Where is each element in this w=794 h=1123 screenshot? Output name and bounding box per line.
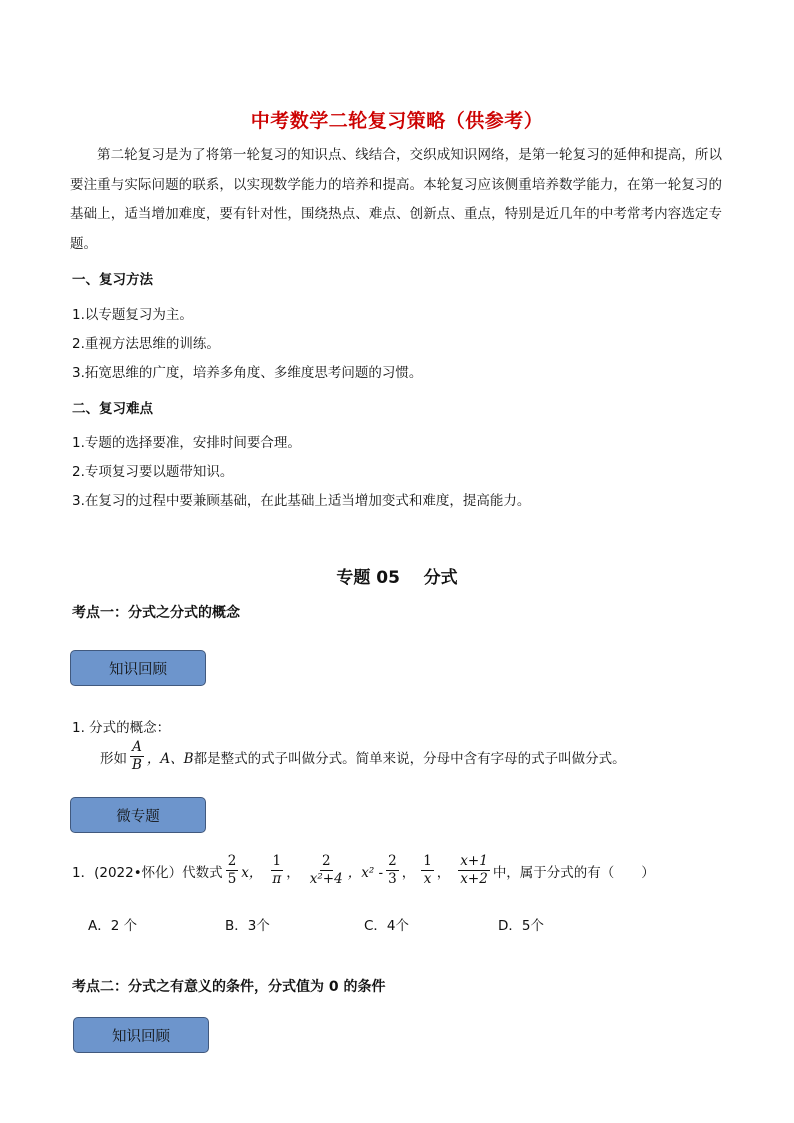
micro-topic-button[interactable] bbox=[70, 797, 206, 833]
knowledge-review-label: 知识回顾 bbox=[112, 1028, 170, 1045]
fraction-numerator: A bbox=[132, 739, 142, 755]
question-1-suffix: 中，属于分式的有（ ） bbox=[492, 864, 655, 881]
fraction-denominator: x bbox=[423, 871, 432, 887]
fraction-numerator: 2 bbox=[321, 853, 331, 869]
expr-tail: ，x² - bbox=[347, 864, 384, 881]
fraction-numerator: 1 bbox=[423, 853, 432, 869]
section-heading-methods: 一、复习方法 bbox=[72, 272, 153, 288]
doc-title: 中考数学二轮复习策略（供参考） bbox=[250, 110, 544, 132]
question-1-prefix: 1．(2022•怀化）代数式 bbox=[72, 864, 223, 881]
kaodian-1-heading: 考点一：分式之分式的概念 bbox=[72, 605, 240, 621]
section-heading-difficulties: 二、复习难点 bbox=[72, 401, 153, 417]
fraction-numerator: 2 bbox=[388, 853, 397, 869]
fraction-denominator: x+2 bbox=[460, 871, 488, 887]
fraction-2-over-x2-plus-4 bbox=[308, 854, 345, 887]
expr-tail: ， bbox=[436, 864, 451, 881]
fraction-x-plus-1-over-x-plus-2 bbox=[458, 854, 490, 887]
option-c[interactable]: C．4个 bbox=[364, 918, 410, 934]
fraction-2-over-3 bbox=[386, 854, 399, 887]
fraction-a-over-b bbox=[130, 740, 144, 773]
fraction-numerator: 1 bbox=[272, 853, 282, 869]
knowledge-review-button[interactable] bbox=[70, 650, 206, 686]
fraction-2-over-5 bbox=[226, 854, 239, 887]
question-1 bbox=[72, 854, 655, 887]
fraction-denominator: 5 bbox=[227, 871, 237, 887]
fraction-denominator: π bbox=[272, 871, 282, 887]
expr-tail: ， bbox=[401, 864, 416, 881]
fraction-numerator: 2 bbox=[227, 853, 237, 869]
topic-title: 专题 05 分式 bbox=[336, 568, 458, 588]
concept-heading: 1. 分式的概念： bbox=[72, 720, 171, 736]
fraction-numerator: x+1 bbox=[460, 853, 488, 869]
intro-paragraph: 第二轮复习是为了将第一轮复习的知识点、线结合，交织成知识网络，是第一轮复习的延伸和提高，所以要注重与实际问题的联系，以实现数学能力的培养和提高。本轮复习应该侧重培养数学能力，在第一轮复习的基础上，适当增加难度，要有针对性，围绕热点、难点、创新点、重点，特别是近几年的中考常考内容选定专题。 bbox=[70, 147, 722, 252]
difficulty-item: 2.专项复习要以题带知识。 bbox=[72, 464, 234, 480]
knowledge-review-label: 知识回顾 bbox=[109, 661, 167, 678]
expr-tail: ， bbox=[286, 864, 300, 881]
concept-prefix: 形如 bbox=[100, 750, 127, 767]
method-item: 3.拓宽思维的广度，培养多角度、多维度思考问题的习惯。 bbox=[72, 365, 423, 381]
concept-variables: ，A、B bbox=[146, 750, 194, 767]
fraction-denominator: 3 bbox=[388, 871, 397, 887]
option-a[interactable]: A．2 个 bbox=[88, 918, 138, 934]
knowledge-review-button-2[interactable] bbox=[73, 1017, 209, 1053]
fraction-denominator: B bbox=[132, 757, 142, 773]
difficulty-item: 3.在复习的过程中要兼顾基础，在此基础上适当增加变式和难度，提高能力。 bbox=[72, 493, 531, 509]
concept-definition bbox=[100, 740, 626, 773]
method-item: 1.以专题复习为主。 bbox=[72, 307, 193, 323]
method-item: 2.重视方法思维的训练。 bbox=[72, 336, 220, 352]
option-b[interactable]: B．3个 bbox=[225, 918, 270, 934]
fraction-1-over-x bbox=[421, 854, 434, 887]
difficulty-item: 1.专题的选择要准，安排时间要合理。 bbox=[72, 435, 301, 451]
micro-topic-label: 微专题 bbox=[116, 808, 160, 825]
expr-tail: x， bbox=[241, 864, 263, 881]
fraction-1-over-pi bbox=[270, 854, 283, 887]
fraction-denominator: x²+4 bbox=[309, 871, 343, 887]
concept-text: 都是整式的式子叫做分式。简单来说，分母中含有字母的式子叫做分式。 bbox=[193, 750, 626, 767]
option-d[interactable]: D．5个 bbox=[498, 918, 544, 934]
kaodian-2-heading: 考点二：分式之有意义的条件，分式值为 0 的条件 bbox=[72, 979, 386, 995]
